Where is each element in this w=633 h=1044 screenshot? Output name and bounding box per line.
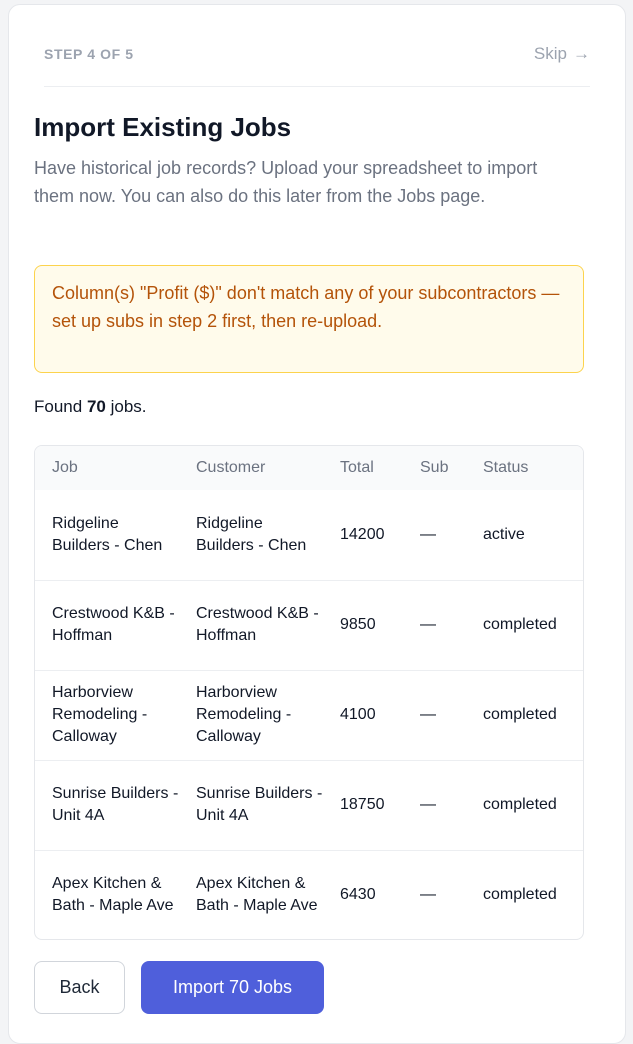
found-number: 70 [86, 397, 106, 416]
cell-job: Crestwood K&B - Hoffman [52, 605, 175, 644]
jobs-preview-table [34, 445, 584, 940]
alert-message: Column(s) "Profit ($)" don't match any of your subcontractors — set up subs in step 2 first, then re-upload. [52, 283, 560, 331]
step-header [44, 25, 590, 87]
cell-total: 18750 [340, 796, 385, 813]
cell-sub: — [420, 796, 436, 813]
table-row [35, 850, 583, 940]
page-title: Import Existing Jobs [34, 112, 292, 142]
cell-sub: — [420, 616, 436, 633]
step-indicator: STEP 4 OF 5 [44, 45, 134, 62]
column-header-customer: Customer [196, 459, 266, 476]
wizard-actions [34, 961, 324, 1014]
arrow-right-icon: → [573, 43, 590, 63]
cell-job: Apex Kitchen & Bath - Maple Ave [52, 875, 174, 915]
cell-job: Harborview Remodeling - Calloway [52, 684, 148, 745]
cell-status: completed [483, 796, 557, 813]
cell-customer: Crestwood K&B - Hoffman [196, 605, 319, 644]
cell-customer: Sunrise Builders - Unit 4A [196, 785, 323, 824]
table-row [35, 580, 583, 670]
cell-total: 6430 [340, 886, 376, 904]
cell-sub: — [420, 706, 436, 723]
page-description: Have historical job records? Upload your spreadsheet to import them now. You can also do this later from the Jobs page. [34, 158, 538, 206]
column-header-job: Job [52, 459, 78, 476]
cell-customer: Harborview Remodeling - Calloway [196, 684, 292, 745]
table-row [35, 490, 583, 580]
cell-sub: — [420, 886, 436, 904]
cell-total: 9850 [340, 616, 376, 633]
column-mismatch-alert [34, 265, 584, 373]
cell-status: completed [483, 706, 557, 723]
cell-sub: — [420, 525, 436, 543]
column-header-total: Total [340, 459, 374, 476]
cell-status: completed [483, 886, 557, 904]
column-header-status: Status [483, 459, 529, 476]
found-count [34, 397, 147, 417]
cell-total: 14200 [340, 525, 385, 543]
back-button[interactable]: Back [34, 961, 125, 1014]
skip-label: Skip [533, 43, 567, 63]
column-header-sub: Sub [420, 459, 449, 476]
found-suffix: jobs. [110, 397, 147, 416]
cell-status: active [483, 525, 525, 543]
skip-link[interactable] [534, 44, 590, 64]
cell-customer: Apex Kitchen & Bath - Maple Ave [196, 875, 318, 915]
cell-customer: Ridgeline Builders - Chen [196, 514, 307, 554]
found-prefix: Found [34, 397, 83, 416]
cell-job: Sunrise Builders - Unit 4A [52, 785, 179, 824]
table-row [35, 760, 583, 850]
import-jobs-button[interactable]: Import 70 Jobs [141, 961, 324, 1014]
cell-job: Ridgeline Builders - Chen [52, 514, 163, 554]
table-header-row [35, 446, 583, 490]
table-row [35, 670, 583, 760]
cell-total: 4100 [340, 706, 376, 723]
cell-status: completed [483, 616, 557, 633]
